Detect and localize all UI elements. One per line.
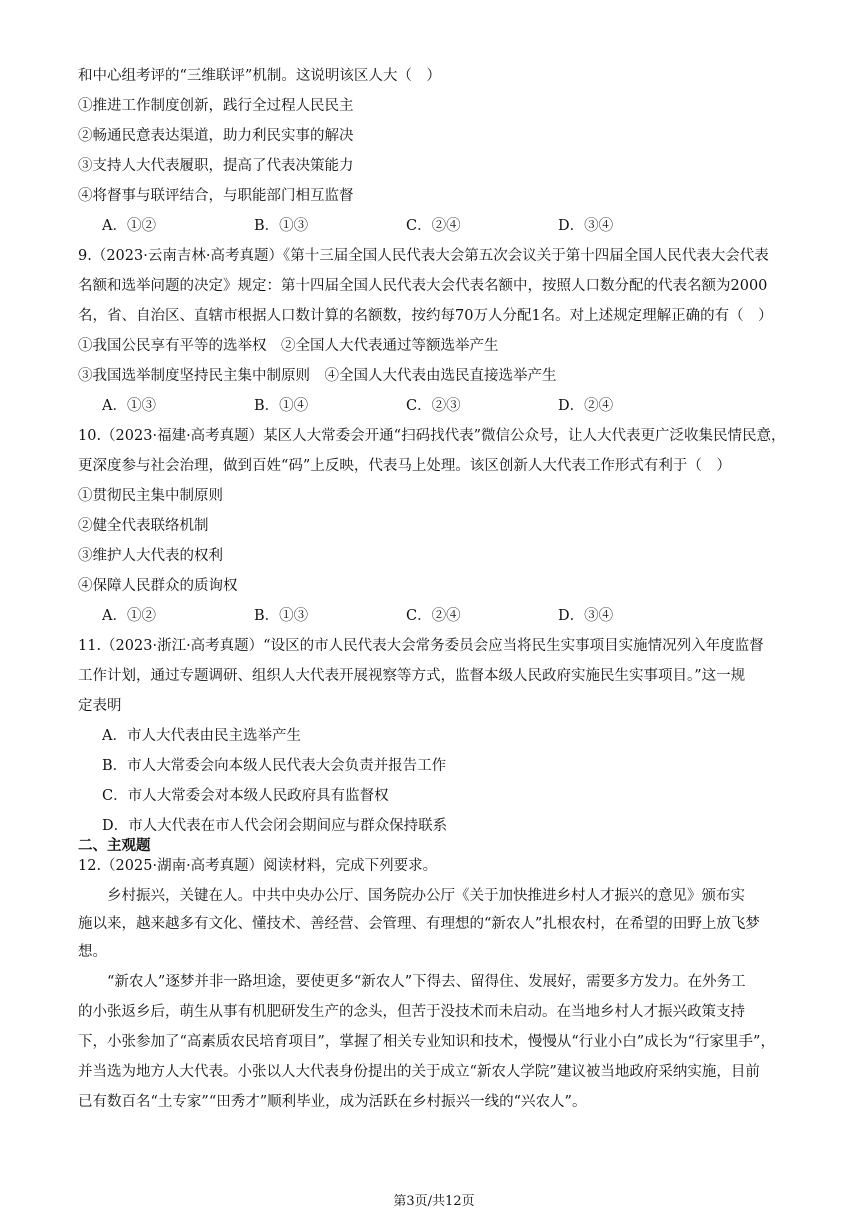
q9-option-b[interactable]: B．①④ [254,398,309,414]
q10-option-b[interactable]: B．①③ [254,608,309,624]
q8-option-a[interactable]: A．①② [102,218,156,234]
page-number: 第3页/共12页 [393,1194,475,1209]
q12-material-line-5: 的小张返乡后，萌生从事有机肥研发生产的念头，但苦于没技术而未启动。在当地乡村人才振兴政策支持 [78,1004,745,1020]
q10-options [102,606,710,626]
q10-option-a[interactable]: A．①② [102,608,156,624]
q10-option-d[interactable]: D．③④ [558,608,614,624]
q10-option-c[interactable]: C．②④ [406,608,461,624]
q8-option-c[interactable]: C．②④ [406,218,461,234]
q9-item-row-2: ③我国选举制度坚持民主集中制原则 ④全国人大代表由选民直接选举产生 [78,368,557,384]
q11-stem-line-3: 定表明 [78,698,122,714]
q9-stem-line-1: 9.（2023·云南吉林·高考真题）《第十三届全国人民代表大会第五次会议关于第十四届全国人民代表大会代表 [78,248,769,264]
q12-stem: 12.（2025·湖南·高考真题）阅读材料，完成下列要求。 [78,858,438,874]
q8-item-4: ④将督事与联评结合，与职能部门相互监督 [78,188,354,204]
q11-option-d[interactable]: D．市人大代表在市人代会闭会期间应与群众保持联系 [102,818,448,834]
q10-stem-line-2: 更深度参与社会治理，做到百姓“码”上反映，代表马上处理。该区创新人大代表工作形式有利于（ ） [78,458,731,474]
q11-option-c[interactable]: C．市人大常委会对本级人民政府具有监督权 [102,788,389,804]
q8-option-d[interactable]: D．③④ [558,218,614,234]
q8-option-b[interactable]: B．①③ [254,218,309,234]
q12-material-line-1: 乡村振兴，关键在人。中共中央办公厅、国务院办公厅《关于加快推进乡村人才振兴的意见》颁布实 [78,888,745,904]
q10-item-1: ①贯彻民主集中制原则 [78,488,223,504]
q12-material-line-4: “新农人”逐梦并非一路坦途，要使更多“新农人”下得去、留得住、发展好，需要多方发力。在外务工 [78,974,746,990]
q9-options [102,396,710,416]
q12-material-line-7: 并当选为地方人大代表。小张以人大代表身份提出的关于成立“新农人学院”建议被当地政府采纳实施，目前 [78,1064,760,1080]
q9-option-d[interactable]: D．②④ [558,398,614,414]
q9-stem-line-3: 名，省、自治区、直辖市根据人口数计算的名额数，按约每70万人分配1名。对上述规定理解正确的有（ ） [78,308,773,324]
q9-option-c[interactable]: C．②③ [406,398,461,414]
q10-stem-line-1: 10.（2023·福建·高考真题）某区人大常委会开通“扫码找代表”微信公众号，让人大代表更广泛收集民情民意， [78,428,786,444]
q12-material-line-3: 想。 [78,944,107,960]
q8-item-1: ①推进工作制度创新，践行全过程人民民主 [78,98,354,114]
q8-stem: 和中心组考评的“三维联评”机制。这说明该区人大（ ） [78,68,441,84]
q10-item-3: ③维护人大代表的权利 [78,548,223,564]
q12-material-line-6: 下，小张参加了“高素质农民培育项目”，掌握了相关专业知识和技术，慢慢从“行业小白”成长为“行家里手”， [78,1034,775,1050]
q11-option-b[interactable]: B．市人大常委会向本级人民代表大会负责并报告工作 [102,758,447,774]
q12-material-line-2: 施以来，越来越多有文化、懂技术、善经营、会管理、有理想的“新农人”扎根农村，在希望的田野上放飞梦 [78,916,760,932]
q9-stem-line-2: 名额和选举问题的决定》规定：第十四届全国人民代表大会代表名额中，按照人口数分配的代表名额为2000 [78,278,768,294]
q11-option-a[interactable]: A．市人大代表由民主选举产生 [102,728,301,744]
q12-material-line-8: 已有数百名“土专家”“田秀才”顺利毕业，成为活跃在乡村振兴一线的“兴农人”。 [78,1094,587,1110]
q8-item-3: ③支持人大代表履职，提高了代表决策能力 [78,158,354,174]
q8-item-2: ②畅通民意表达渠道，助力利民实事的解决 [78,128,354,144]
q9-item-row-1: ①我国公民享有平等的选举权 ②全国人大代表通过等额选举产生 [78,338,499,354]
q11-stem-line-2: 工作计划，通过专题调研、组织人大代表开展视察等方式，监督本级人民政府实施民生实事项目。”这一规 [78,668,746,684]
q10-item-4: ④保障人民群众的质询权 [78,578,238,594]
section-heading: 二、主观题 [78,837,151,854]
q9-option-a[interactable]: A．①③ [102,398,156,414]
q8-options [102,216,710,236]
q11-stem-line-1: 11.（2023·浙江·高考真题）“设区的市人民代表大会常务委员会应当将民生实事项目实施情况列入年度监督 [78,638,764,654]
q10-item-2: ②健全代表联络机制 [78,518,209,534]
